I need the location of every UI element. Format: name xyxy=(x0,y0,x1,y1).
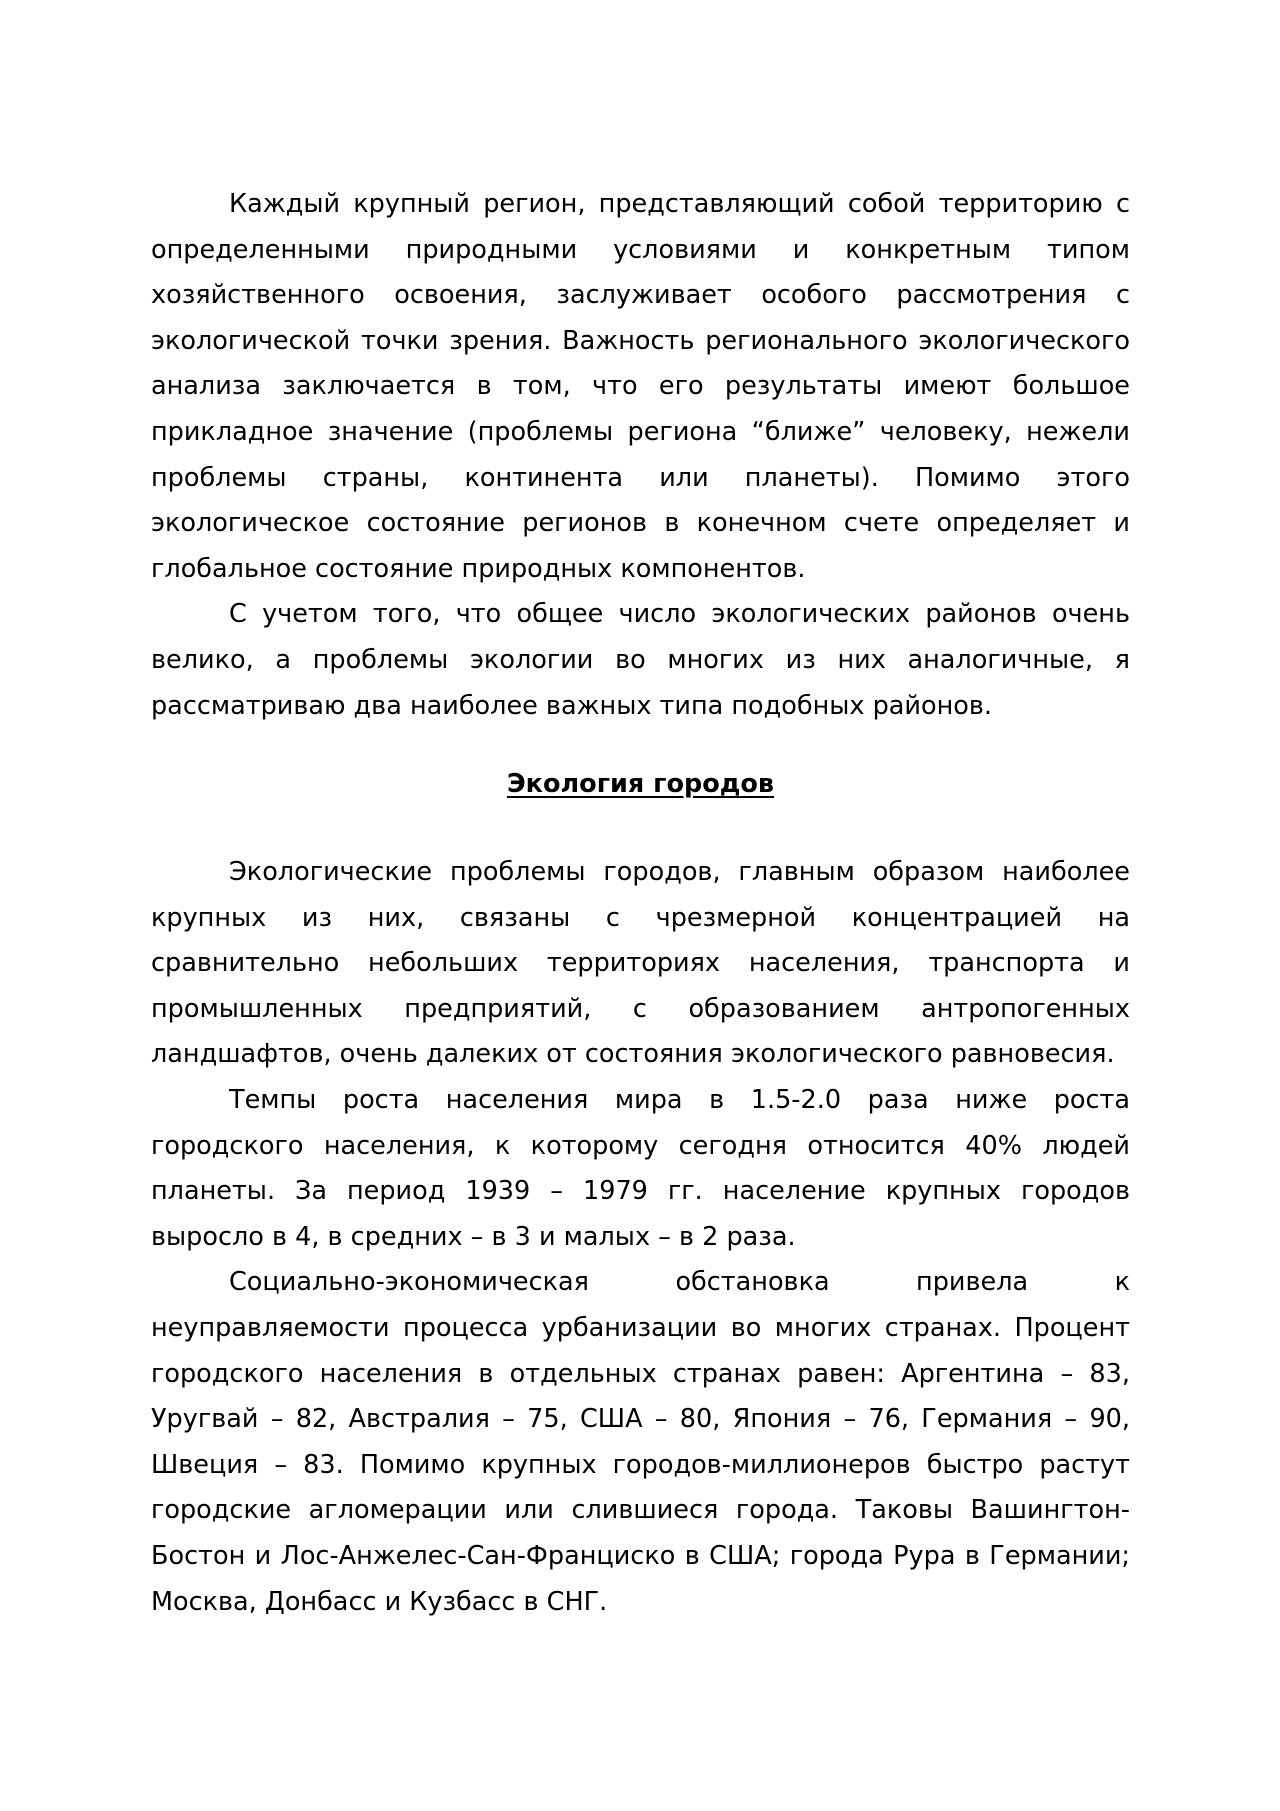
section-text xyxy=(151,850,1130,1625)
paragraph-population-growth: Темпы роста населения мира в 1.5-2.0 раза ниже роста городского населения, к которому сегодня относится 40% людей планеты. За период 1939 – 1979 гг. население крупных городов выросло в 4, в средних – в 3 и малых – в 2 раза. xyxy=(151,1084,1130,1252)
intro-text xyxy=(151,182,1130,729)
paragraph-urbanization: Социально-экономическая обстановка привела к неуправляемости процесса урбанизации во многих странах. Процент городского населения в отдельных странах равен: Аргентина – 83, Уругвай – 82, Австралия – 75, США – 80, Япония – 76, Германия – 90, Швеция – 83. Помимо крупных городов-миллионеров быстро растут городские агломерации или слившиеся города. Таковы Вашингтон-Бостон и Лос-Анжелес-Сан-Франциско в США; города Рура в Германии; Москва, Донбасс и Кузбасс в СНГ. xyxy=(151,1267,1130,1617)
paragraph-region-types: С учетом того, что общее число экологических районов очень велико, а проблемы экологии во многих из них аналогичные, я рассматриваю два наиболее важных типа подобных районов. xyxy=(151,599,1130,721)
section-heading: Экология городов xyxy=(506,769,775,799)
paragraph-urban-problems: Экологические проблемы городов, главным образом наиболее крупных из них, связаны с чрезмерной концентрацией на сравнительно небольших территориях населения, транспорта и промышленных предприятий, с образованием антропогенных ландшафтов, очень далеких от состояния экологического равновесия. xyxy=(151,857,1130,1070)
paragraph-regional-ecology: Каждый крупный регион, представляющий собой территорию с определенными природными условиями и конкретным типом хозяйственного освоения, заслуживает особого рассмотрения с экологической точки зрения. Важность регионального экологического анализа заключается в том, что его результаты имеют большое прикладное значение (проблемы региона “ближе” человеку, нежели проблемы страны, континента или планеты). Помимо этого экологическое состояние регионов в конечном счете определяет и глобальное состояние природных компонентов. xyxy=(151,189,1130,584)
